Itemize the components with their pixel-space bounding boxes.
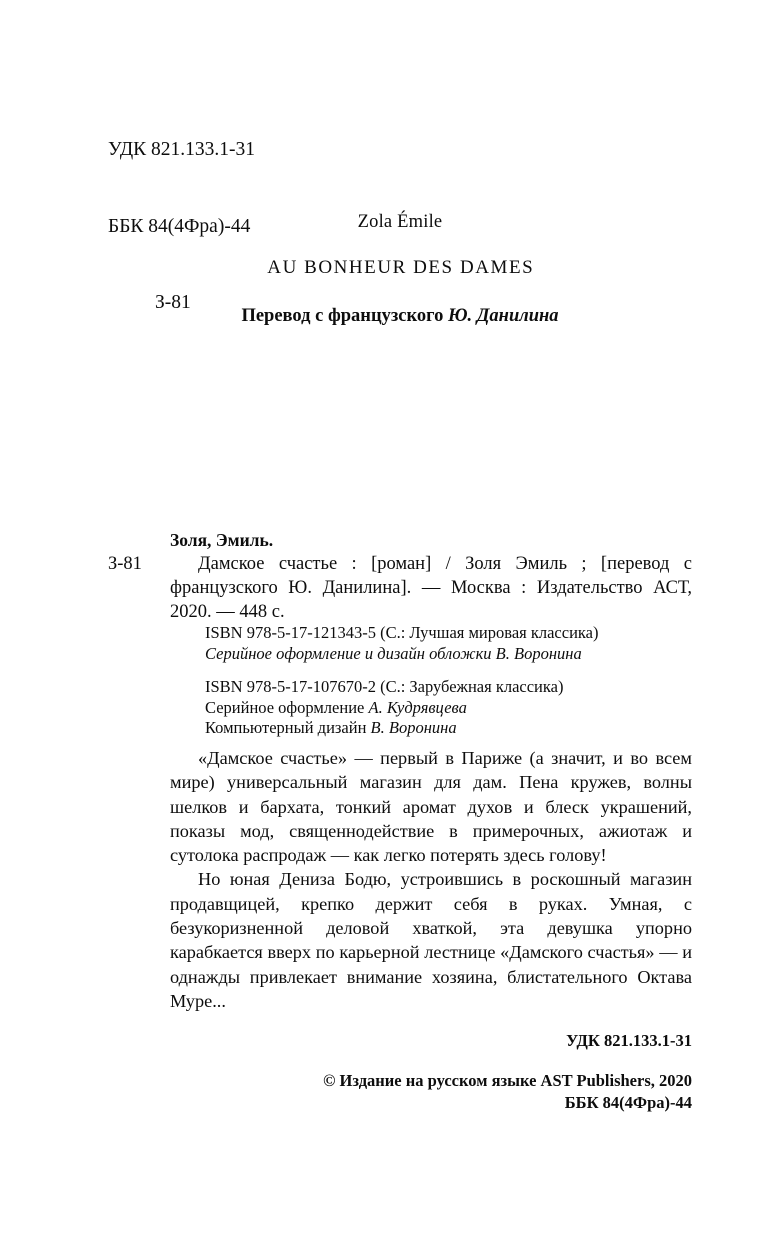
series-design-credit-1: Серийное оформление и дизайн обложки В. Воронина: [205, 643, 582, 663]
series-design-name: А. Кудрявцева: [368, 697, 467, 717]
title-block: [108, 210, 692, 328]
udk-code-top: УДК 821.133.1-31: [108, 139, 256, 160]
translator-credit: [108, 304, 692, 328]
isbn-block-2: [205, 677, 692, 739]
isbn-block-1: [205, 623, 692, 664]
shelf-mark-top: З-81: [155, 292, 191, 313]
catalogue-entry: [108, 552, 692, 625]
annotation-paragraph-2: Но юная Дениза Бодю, устроившись в роскошный магазин продавщицей, крепко держит себя в руках. Умная, с безукоризненной деловой хваткой, эта девушка упорно карабкается вверх по карьерной лестнице «Дамского счастья» — и однажды привлекает внимание хозяина, блистательного Октава Муре...: [170, 869, 692, 1011]
computer-design-credit: [205, 718, 692, 739]
translator-name: Ю. Данилина: [448, 306, 559, 326]
computer-design-prefix: Компьютерный дизайн: [205, 718, 371, 737]
annotation-paragraph-1: «Дамское счастье» — первый в Париже (а значит, и во всем мире) универсальный магазин для дам. Пена кружев, волны шелков и бархата, тонкий аромат духов и блеск украшений, показы мод, священнодействие в примерочных, ажиотаж и сутолока распродаж — как легко потерять здесь голову!: [170, 748, 692, 866]
catalogue-entry-text: Дамское счастье : [роман] / Золя Эмиль ; [перевод с французского Ю. Данилина]. — Москва : Издательство АСТ, 2020. — 448 с.: [170, 554, 692, 623]
series-design-credit-2: [205, 698, 692, 719]
catalogue-card: [108, 529, 692, 625]
series-design-prefix: Серийное оформление: [205, 697, 369, 717]
isbn-number-1: ISBN 978-5-17-121343-5 (С.: Лучшая мировая классика): [205, 623, 599, 642]
udk-code-bottom: УДК 821.133.1-31: [566, 1031, 692, 1050]
translator-prefix: Перевод с французского: [241, 306, 448, 326]
computer-design-name: В. Воронина: [370, 718, 457, 737]
bbk-code-top: ББК 84(4Фра)-44: [108, 215, 251, 237]
book-annotation: [170, 746, 692, 1013]
catalogue-author-heading: Золя, Эмиль.: [170, 530, 274, 550]
author-name-latin: Zola Émile: [357, 212, 443, 232]
bbk-code-bottom: ББК 84(4Фра)-44: [564, 1092, 692, 1112]
isbn-number-2: ISBN 978-5-17-107670-2 (С.: Зарубежная классика): [205, 677, 564, 696]
catalogue-shelf-mark: З-81: [108, 554, 142, 574]
copyright-notice: © Издание на русском языке AST Publishers, 2020: [323, 1071, 692, 1090]
book-title-latin: AU BONHEUR DES DAMES: [267, 257, 535, 278]
